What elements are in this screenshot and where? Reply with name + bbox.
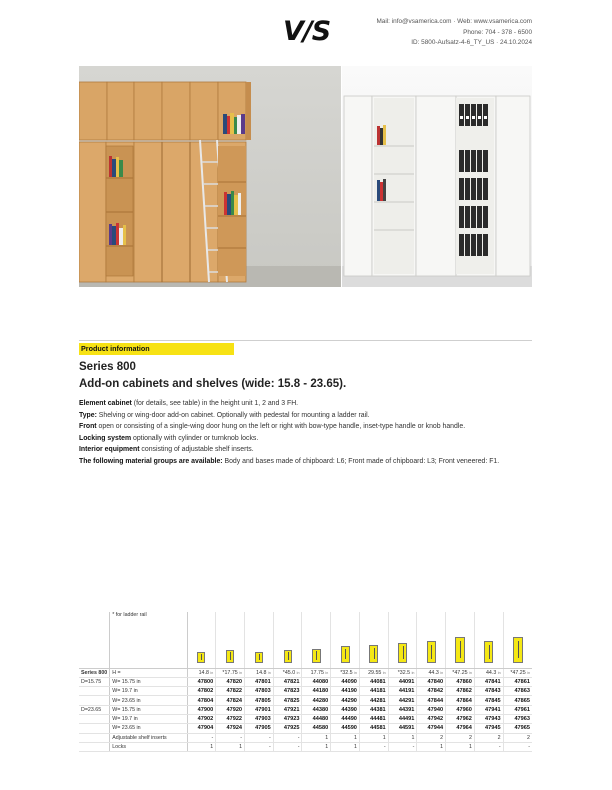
cabinet-icon	[455, 637, 465, 663]
article-number: 44281	[359, 696, 388, 705]
desc-item: Element cabinet (for details, see table) in the height unit 1, 2 and 3 FH.	[79, 400, 299, 407]
article-number: 47822	[216, 687, 245, 696]
blank-cell	[79, 733, 110, 742]
article-number: 47841	[474, 677, 503, 686]
width-label: W= 19.7 in	[110, 687, 187, 696]
article-number: 47842	[417, 687, 446, 696]
lock-count: 1	[216, 742, 245, 751]
desc-item: Locking system optionally with cylinder or turnknob locks.	[79, 434, 259, 442]
shelf-count: 2	[474, 733, 503, 742]
article-number: 47860	[446, 677, 475, 686]
depth-label: D=15.75	[79, 677, 110, 686]
article-number: 47803	[245, 687, 274, 696]
article-number: 44491	[388, 714, 417, 723]
article-number: 44581	[359, 724, 388, 733]
article-number: 47845	[474, 696, 503, 705]
article-number: 47962	[446, 714, 475, 723]
desc-item: Type: Shelving or wing-door add-on cabinet. Optionally with pedestal for mounting a ladder rail.	[79, 411, 370, 419]
article-number: 47825	[273, 696, 302, 705]
lock-count: 1	[417, 742, 446, 751]
article-number: 44391	[388, 705, 417, 714]
article-number: 47805	[245, 696, 274, 705]
shelf-count: -	[273, 733, 302, 742]
white-cabinet-photo	[342, 66, 532, 287]
lock-count: 1	[331, 742, 360, 751]
article-number: 44490	[331, 714, 360, 723]
article-number: 47924	[216, 724, 245, 733]
article-number: 47905	[245, 724, 274, 733]
cabinet-icon-cell	[474, 612, 503, 668]
shelf-count: 1	[331, 733, 360, 742]
cabinet-icon-cell	[245, 612, 274, 668]
article-number: 44090	[331, 677, 360, 686]
height-value: 14.8 in	[245, 668, 274, 677]
cabinet-icon	[197, 652, 205, 663]
ladder-note: * for ladder rail	[110, 612, 187, 668]
article-number: 44480	[302, 714, 331, 723]
cabinet-icon-cell	[216, 612, 245, 668]
article-number: 47965	[503, 724, 532, 733]
shelf-count-label: Adjustable shelf inserts	[110, 733, 187, 742]
lock-count: -	[359, 742, 388, 751]
article-number: 47840	[417, 677, 446, 686]
article-number: 44180	[302, 687, 331, 696]
height-value: *45.0 in	[273, 668, 302, 677]
lock-count: -	[474, 742, 503, 751]
article-number: 44190	[331, 687, 360, 696]
product-description	[79, 398, 535, 468]
article-number: 44580	[302, 724, 331, 733]
width-label: W= 19.7 in	[110, 714, 187, 723]
spec-table	[79, 612, 532, 752]
depth-label	[79, 724, 110, 733]
article-number: 47820	[216, 677, 245, 686]
article-number: 47940	[417, 705, 446, 714]
depth-label	[79, 714, 110, 723]
width-label: W= 15.75 in	[110, 705, 187, 714]
cabinet-icon	[255, 652, 263, 663]
article-number: 47844	[417, 696, 446, 705]
article-number: 47925	[273, 724, 302, 733]
article-number: 44591	[388, 724, 417, 733]
lock-count: 1	[446, 742, 475, 751]
article-number: 47865	[503, 696, 532, 705]
article-number: 47903	[245, 714, 274, 723]
contact-info	[376, 17, 532, 49]
height-value: *47.25 in	[446, 668, 475, 677]
cabinet-icon	[513, 637, 523, 663]
article-number: 44091	[388, 677, 417, 686]
shelf-count: -	[245, 733, 274, 742]
width-label: W= 23.65 in	[110, 724, 187, 733]
article-number: 47941	[474, 705, 503, 714]
height-value: 44.3 in	[417, 668, 446, 677]
width-label: W= 15.75 in	[110, 677, 187, 686]
article-number: 47800	[187, 677, 216, 686]
article-number: 44381	[359, 705, 388, 714]
article-number: 44590	[331, 724, 360, 733]
height-value: *32.5 in	[388, 668, 417, 677]
article-number: 47902	[187, 714, 216, 723]
cabinet-icon-cell	[388, 612, 417, 668]
shelf-count: 1	[388, 733, 417, 742]
desc-item: The following material groups are available: Body and bases made of chipboard: L6; Front made of chipboard: L3; Front veneered: F1.	[79, 457, 500, 465]
article-number: 47921	[273, 705, 302, 714]
article-number: 44081	[359, 677, 388, 686]
shelf-count: 1	[302, 733, 331, 742]
height-value: *17.75 in	[216, 668, 245, 677]
height-value: 17.75 in	[302, 668, 331, 677]
article-number: 47922	[216, 714, 245, 723]
shelf-count: 2	[503, 733, 532, 742]
section-rule	[79, 340, 532, 341]
article-number: 47821	[273, 677, 302, 686]
height-value: *32.5 in	[331, 668, 360, 677]
mail-line: Mail: info@vsamerica.com · Web: www.vsamerica.com	[376, 18, 532, 25]
height-value: 44.3 in	[474, 668, 503, 677]
cabinet-icon	[369, 645, 378, 663]
lock-count: -	[245, 742, 274, 751]
article-number: 47923	[273, 714, 302, 723]
cabinet-icon	[226, 650, 234, 663]
height-value: 14.8 in	[187, 668, 216, 677]
article-number: 47945	[474, 724, 503, 733]
series-title: Series 800	[79, 361, 136, 373]
article-number: 47943	[474, 714, 503, 723]
cabinet-icon-cell	[273, 612, 302, 668]
article-number: 44481	[359, 714, 388, 723]
article-number: 47824	[216, 696, 245, 705]
cabinet-icon-cell	[417, 612, 446, 668]
article-number: 47920	[216, 705, 245, 714]
article-number: 47960	[446, 705, 475, 714]
phone-line: Phone: 704 - 378 - 6500	[463, 28, 532, 36]
shelf-count: -	[216, 733, 245, 742]
cabinet-icon-cell	[446, 612, 475, 668]
article-number: 47823	[273, 687, 302, 696]
shelf-count: 2	[446, 733, 475, 742]
article-number: 44390	[331, 705, 360, 714]
vs-logo: V/S	[283, 16, 331, 47]
lock-count: 1	[302, 742, 331, 751]
desc-item: Front open or consisting of a single-wing door hung on the left or right with bow-type handle, inset-type handle or knob handle.	[79, 423, 466, 431]
article-number: 47944	[417, 724, 446, 733]
lock-count-label: Locks	[110, 742, 187, 751]
article-number: 47901	[245, 705, 274, 714]
article-number: 47900	[187, 705, 216, 714]
cabinet-icon	[484, 641, 493, 663]
article-number: 47904	[187, 724, 216, 733]
article-number: 44291	[388, 696, 417, 705]
cabinet-icon	[284, 650, 292, 663]
height-value: 29.55 in	[359, 668, 388, 677]
cabinet-icon-cell	[503, 612, 532, 668]
cabinet-icon	[398, 643, 407, 663]
article-number: 47864	[446, 696, 475, 705]
wood-cabinet-photo	[79, 66, 341, 287]
cabinet-icon-cell	[302, 612, 331, 668]
depth-label	[79, 687, 110, 696]
article-number: 47843	[474, 687, 503, 696]
article-number: 44181	[359, 687, 388, 696]
article-number: 44080	[302, 677, 331, 686]
article-number: 44280	[302, 696, 331, 705]
lock-count: 1	[187, 742, 216, 751]
product-information-badge: Product information	[79, 343, 234, 355]
article-number: 44380	[302, 705, 331, 714]
product-subtitle: Add-on cabinets and shelves (wide: 15.8 - 23.65).	[79, 378, 347, 390]
blank-cell	[79, 612, 110, 668]
depth-label: D=23.65	[79, 705, 110, 714]
cabinet-icon-cell	[187, 612, 216, 668]
article-number: 47861	[503, 677, 532, 686]
lock-count: -	[388, 742, 417, 751]
shelf-count: 2	[417, 733, 446, 742]
article-number: 47942	[417, 714, 446, 723]
cabinet-icon	[312, 649, 321, 663]
height-value: *47.25 in	[503, 668, 532, 677]
article-number: 47862	[446, 687, 475, 696]
article-number: 44290	[331, 696, 360, 705]
article-number: 47961	[503, 705, 532, 714]
document-id-line: ID: 5800-Aufsatz-4-6_TY_US · 24.10.2024	[411, 39, 532, 46]
lock-count: -	[503, 742, 532, 751]
cabinet-icon	[341, 646, 350, 663]
shelf-count: 1	[359, 733, 388, 742]
article-number: 47804	[187, 696, 216, 705]
series-label: Series 800	[79, 668, 110, 677]
cabinet-icon	[427, 641, 436, 663]
width-label: W= 23.65 in	[110, 696, 187, 705]
blank-cell	[79, 742, 110, 751]
article-number: 47863	[503, 687, 532, 696]
desc-item: Interior equipment consisting of adjustable shelf inserts.	[79, 446, 254, 454]
depth-label	[79, 696, 110, 705]
article-number: 47801	[245, 677, 274, 686]
article-number: 44191	[388, 687, 417, 696]
shelf-count: -	[187, 733, 216, 742]
cabinet-icon-cell	[359, 612, 388, 668]
lock-count: -	[273, 742, 302, 751]
article-number: 47802	[187, 687, 216, 696]
article-number: 47964	[446, 724, 475, 733]
cabinet-icon-cell	[331, 612, 360, 668]
article-number: 47963	[503, 714, 532, 723]
height-label: H =	[110, 668, 187, 677]
